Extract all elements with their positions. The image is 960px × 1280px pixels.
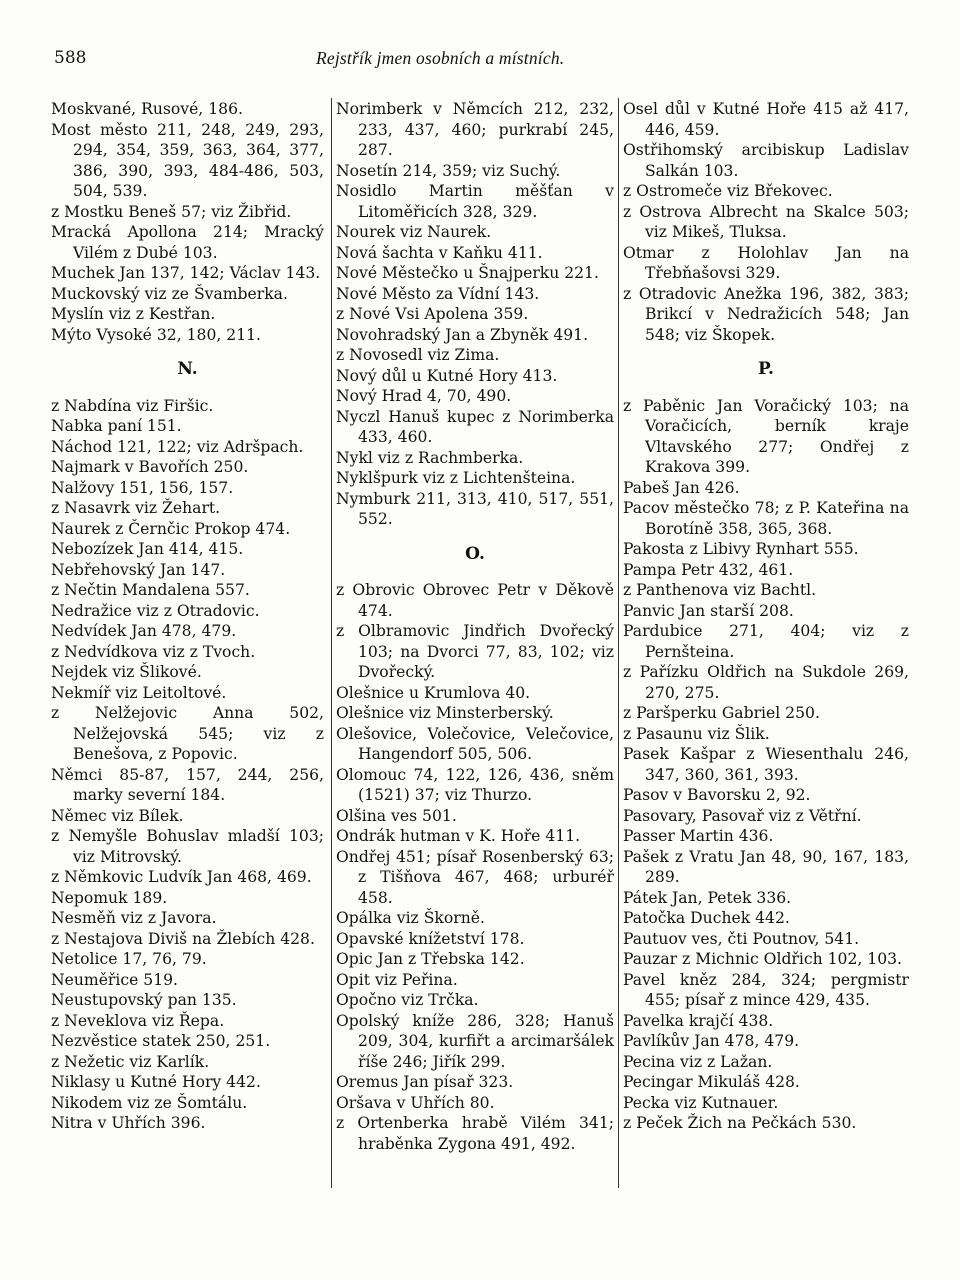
index-entry: Osel důl v Kutné Hoře 415 až 417, 446, 459. — [623, 100, 909, 139]
index-entry: Pasek Kašpar z Wiesenthalu 246, 347, 360, 361, 393. — [623, 745, 909, 784]
index-entry: Nymburk 211, 313, 410, 517, 551, 552. — [336, 489, 614, 528]
index-entry: Norimberk v Němcích 212, 232, 233, 437, 460; purkrabí 245, 287. — [336, 100, 614, 159]
index-entry: Pauzar z Michnic Oldřich 102, 103. — [623, 950, 903, 968]
index-entry: Nepomuk 189. — [51, 888, 168, 907]
column-divider — [618, 98, 619, 1188]
section-letter: P. — [758, 359, 774, 379]
index-entry: z Nežetic viz Karlík. — [51, 1052, 210, 1071]
index-entry: Oršava v Uhřích 80. — [336, 1093, 495, 1112]
index-entry: z Panthenova viz Bachtl. — [623, 581, 817, 599]
index-entry: Passer Martin 436. — [623, 827, 774, 845]
index-entry: Moskvané, Rusové, 186. — [51, 100, 243, 118]
index-column-3 — [623, 99, 909, 1134]
index-entry: Pašek z Vratu Jan 48, 90, 167, 183, 289. — [623, 847, 909, 886]
index-entry: Pecingar Mikuláš 428. — [623, 1073, 800, 1091]
index-entry: Nykl viz z Rachmberka. — [336, 448, 524, 467]
index-entry: Olešnice viz Minsterberský. — [336, 704, 554, 722]
index-entry: Ondřej 451; písař Rosenberský 63; z Tišňova 467, 468; urburéř 458. — [336, 847, 614, 907]
index-entry: Otmar z Holohlav Jan na Třebňašovsi 329. — [623, 243, 909, 282]
index-entry: Pecka viz Kutnauer. — [623, 1093, 779, 1112]
index-entry: Nosidlo Martin měšťan v Litoměřicích 328, 329. — [336, 182, 614, 221]
index-entry: Nosetín 214, 359; viz Suchý. — [336, 161, 561, 180]
index-entry: Nejdek viz Šlikové. — [51, 663, 202, 681]
index-entry: Olšina ves 501. — [336, 806, 457, 825]
index-entry: Naurek z Černčic Prokop 474. — [51, 519, 291, 538]
running-title: Rejstřík jmen osobních a místních. — [316, 48, 565, 68]
index-entry: Muchek Jan 137, 142; Václav 143. — [51, 264, 321, 282]
index-entry: Nedražice viz z Otradovic. — [51, 601, 260, 620]
index-entry: Náchod 121, 122; viz Adršpach. — [51, 437, 304, 456]
index-entry: Nekmíř viz Leitoltové. — [51, 683, 227, 702]
index-entry: Muckovský viz ze Švamberka. — [51, 284, 288, 303]
index-entry: Opic Jan z Třebska 142. — [336, 950, 525, 968]
index-entry: z Mostku Beneš 57; viz Žibřid. — [51, 202, 292, 221]
index-entry: Novohradský Jan a Zbyněk 491. — [336, 325, 589, 344]
index-entry: z Paršperku Gabriel 250. — [623, 704, 820, 722]
index-entry: Pautuov ves, čti Poutnov, 541. — [623, 929, 860, 948]
index-entry: Pavlíkův Jan 478, 479. — [623, 1032, 800, 1050]
index-entry: Opočno viz Trčka. — [336, 991, 479, 1009]
index-entry: z Nové Vsi Apolena 359. — [336, 305, 529, 323]
index-entry: Nitra v Uhřích 396. — [51, 1114, 206, 1132]
index-entry: z Obrovic Obrovec Petr v Děkově 474. — [336, 581, 614, 620]
index-entry: z Paběnic Jan Voračický 103; na Voračicích, berník kraje Vltavského 277; Ondřej z Krakova 399. — [623, 396, 909, 476]
index-entry: Netolice 17, 76, 79. — [51, 950, 207, 968]
index-entry: z Neveklova viz Řepa. — [51, 1011, 225, 1030]
index-entry: Oremus Jan písař 323. — [336, 1073, 514, 1091]
index-entry: Nový Hrad 4, 70, 490. — [336, 387, 512, 405]
index-entry: z Nečtin Mandalena 557. — [51, 581, 250, 599]
index-entry: Němec viz Bílek. — [51, 806, 184, 825]
index-entry: Nyklšpurk viz z Lichtenšteina. — [336, 469, 576, 487]
index-entry: z Němkovic Ludvík Jan 468, 469. — [51, 868, 312, 886]
index-entry: z Nemyšle Bohuslav mladší 103; viz Mitrovský. — [51, 827, 324, 866]
index-entry: Neustupovský pan 135. — [51, 991, 237, 1009]
index-entry: Opit viz Peřina. — [336, 970, 458, 989]
index-entry: z Pasaunu viz Šlik. — [623, 724, 770, 743]
index-column-1 — [51, 99, 324, 1134]
index-entry: z Novosedl viz Zima. — [336, 346, 500, 364]
index-entry: Pakosta z Libivy Rynhart 555. — [623, 540, 859, 558]
index-entry: Opálka viz Škorně. — [336, 909, 485, 927]
index-entry: Opavské knížetství 178. — [336, 929, 525, 948]
index-entry: Němci 85-87, 157, 244, 256, marky severní 184. — [51, 765, 324, 804]
section-letter: N. — [177, 359, 198, 379]
page-header — [54, 44, 910, 74]
index-entry: Nesměň viz z Javora. — [51, 909, 217, 927]
index-entry: Patočka Duchek 442. — [623, 909, 790, 927]
index-entry: Nové Město za Vídní 143. — [336, 284, 540, 303]
index-entry: Neuměřice 519. — [51, 970, 179, 989]
index-entry: Myslín viz z Kestřan. — [51, 305, 216, 323]
index-entry: Pasov v Bavorsku 2, 92. — [623, 786, 811, 804]
index-entry: z Nelžejovic Anna 502, Nelžejovská 545; viz z Benešova, z Popovic. — [51, 704, 324, 763]
index-entry: z Olbramovic Jindřich Dvořecký 103; na Dvorci 77, 83, 102; viz Dvořecký. — [336, 622, 614, 681]
index-entry: Ostřihomský arcibiskup Ladislav Salkán 103. — [623, 141, 909, 180]
index-entry: z Otradovic Anežka 196, 382, 383; Brikcí v Nedražicích 548; Jan 548; viz Škopek. — [623, 284, 909, 344]
index-entry: Pacov městečko 78; z P. Kateřina na Borotíně 358, 365, 368. — [623, 499, 909, 538]
index-entry: Nebozízek Jan 414, 415. — [51, 540, 244, 558]
index-entry: Pampa Petr 432, 461. — [623, 560, 794, 579]
index-entry: z Nestajova Diviš na Žlebích 428. — [51, 929, 315, 948]
index-entry: z Ostrova Albrecht na Skalce 503; viz Mikeš, Tluksa. — [623, 202, 909, 241]
index-entry: z Ostromeče viz Břekovec. — [623, 182, 833, 200]
index-entry: Nový důl u Kutné Hory 413. — [336, 366, 558, 385]
column-divider — [331, 98, 332, 1188]
index-entry: Panvic Jan starší 208. — [623, 601, 794, 620]
index-entry: Nyczl Hanuš kupec z Norimberka 433, 460. — [336, 407, 614, 446]
index-entry: Nikodem viz ze Šomtálu. — [51, 1093, 248, 1112]
index-entry: Nezvěstice statek 250, 251. — [51, 1032, 271, 1050]
index-entry: Most město 211, 248, 249, 293, 294, 354, 359, 363, 364, 377, 386, 390, 393, 484-486, 503, 504, 539. — [51, 120, 324, 200]
index-entry: z Pařízku Oldřich na Sukdole 269, 270, 275. — [623, 663, 909, 702]
index-entry: Pardubice 271, 404; viz z Pernšteina. — [623, 622, 909, 661]
index-entry: Nourek viz Naurek. — [336, 223, 492, 241]
index-entry: Nová šachta v Kaňku 411. — [336, 243, 543, 262]
index-entry: Pabeš Jan 426. — [623, 478, 740, 497]
index-entry: Pavelka krajčí 438. — [623, 1011, 774, 1030]
index-entry: z Nedvídkova viz z Tvoch. — [51, 642, 256, 661]
index-entry: Pasovary, Pasovař viz z Větřní. — [623, 806, 862, 825]
index-entry: Nové Městečko u Šnajperku 221. — [336, 264, 599, 282]
page-number: 588 — [54, 48, 87, 68]
index-entry: Nalžovy 151, 156, 157. — [51, 478, 234, 497]
index-entry: Nebřehovský Jan 147. — [51, 560, 226, 579]
index-column-2 — [336, 99, 614, 1154]
section-letter: O. — [465, 543, 485, 564]
index-entry: Olomouc 74, 122, 126, 436, sněm (1521) 37; viz Thurzo. — [336, 765, 614, 804]
index-entry: Pátek Jan, Petek 336. — [623, 888, 792, 907]
index-entry: Mracká Apollona 214; Mracký Vilém z Dubé 103. — [51, 223, 324, 262]
index-entry: Nabka paní 151. — [51, 417, 182, 435]
index-entry: Olešnice u Krumlova 40. — [336, 683, 531, 702]
index-entry: z Ortenberka hrabě Vilém 341; hraběnka Zygona 491, 492. — [336, 1114, 614, 1153]
index-entry: Niklasy u Kutné Hory 442. — [51, 1073, 261, 1091]
index-entry: z Peček Žich na Pečkách 530. — [623, 1114, 857, 1132]
index-entry: Mýto Vysoké 32, 180, 211. — [51, 325, 262, 344]
index-entry: Olešovice, Volečovice, Velečovice, Hangendorf 505, 506. — [336, 724, 614, 763]
index-entry: Pecina viz z Lažan. — [623, 1052, 773, 1071]
index-entry: Ondrák hutman v K. Hoře 411. — [336, 827, 581, 845]
index-entry: z Nabdína viz Firšic. — [51, 396, 214, 415]
index-entry: Nedvídek Jan 478, 479. — [51, 622, 237, 640]
index-entry: Najmark v Bavořích 250. — [51, 458, 249, 476]
index-entry: Opolský kníže 286, 328; Hanuš 209, 304, kurfiřt a arcimaršálek říše 246; Jiřík 299. — [336, 1011, 614, 1071]
index-entry: z Nasavrk viz Žehart. — [51, 499, 221, 517]
index-entry: Pavel kněz 284, 324; pergmistr 455; písař z mince 429, 435. — [623, 970, 909, 1009]
